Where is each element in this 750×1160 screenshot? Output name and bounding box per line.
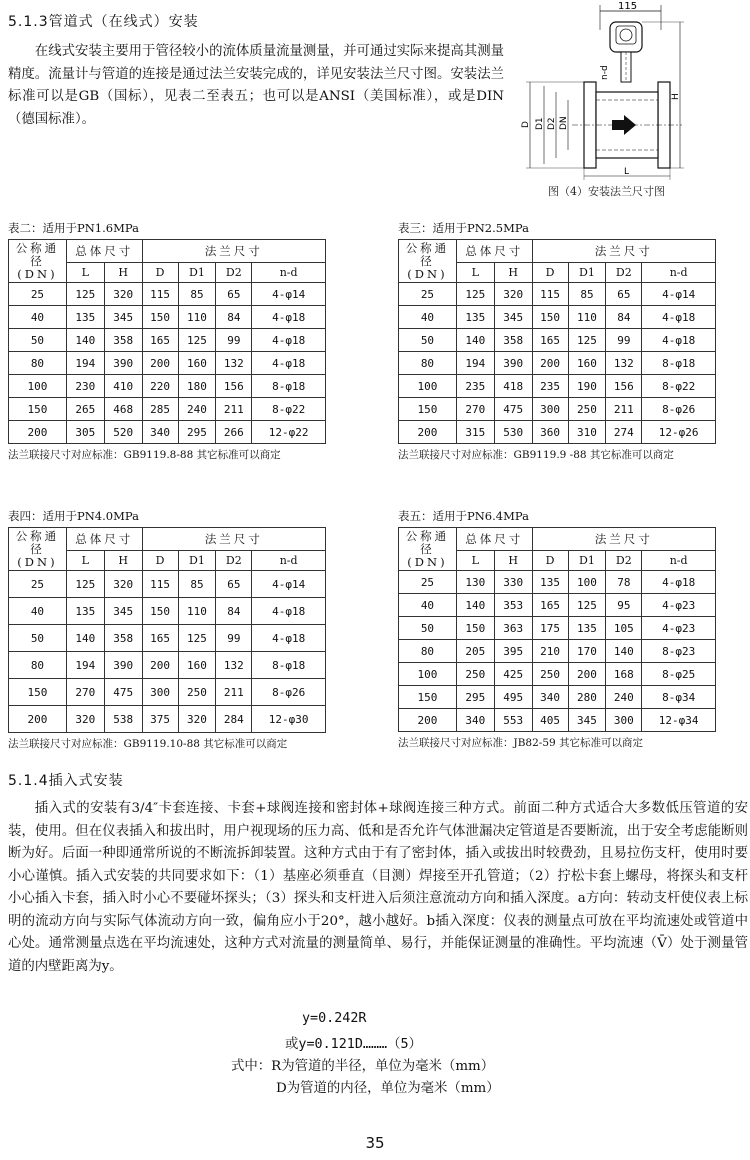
header-overall: 总体尺寸 [456, 528, 532, 551]
col-n-d: n-d [252, 551, 326, 571]
table-cell: 110 [178, 306, 216, 329]
table-cell: 4-φ18 [252, 625, 326, 652]
table-cell: 175 [532, 617, 568, 640]
col-H: H [494, 263, 532, 283]
col-H: H [104, 551, 142, 571]
table-cell: 220 [142, 375, 178, 398]
table-cell: 211 [216, 679, 252, 706]
table-cell: 65 [606, 283, 642, 306]
flange-table [8, 527, 326, 733]
header-overall: 总体尺寸 [456, 240, 532, 263]
table-cell: 65 [216, 283, 252, 306]
table-cell: 320 [104, 571, 142, 598]
header-flange: 法兰尺寸 [532, 240, 715, 263]
col-D: D [142, 551, 178, 571]
table-cell: 25 [9, 283, 67, 306]
table-cell: 50 [399, 329, 457, 352]
table-cell: 194 [66, 652, 104, 679]
formula-line-2: 或y=0.121D………（5） [285, 1037, 422, 1052]
label-L: L [624, 167, 630, 177]
table-row [399, 421, 716, 444]
table-cell: 160 [178, 352, 216, 375]
table-cell: 270 [456, 398, 494, 421]
table-cell: 4-φ18 [252, 306, 326, 329]
col-L: L [66, 263, 104, 283]
table-cell: 358 [104, 625, 142, 652]
table-title: 表二：适用于PN1.6MPa [8, 221, 139, 235]
table-cell: 340 [532, 686, 568, 709]
table-cell: 4-φ18 [252, 329, 326, 352]
table-cell: 40 [399, 594, 457, 617]
table-cell: 115 [142, 571, 178, 598]
section-paragraph-5-1-3: 在线式安装主要用于管径较小的流体质量流量测量，并可通过实际来提高其测量精度。流量计与管道的连接是通过法兰安装完成的，详见安装法兰尺寸图。安装法兰标准可以是GB（国标），见表二至表五；也可以是ANSI（美国标准），或是DIN（德国标准）。 [8, 44, 504, 127]
header-overall: 总体尺寸 [66, 528, 142, 551]
table-cell: 375 [142, 706, 178, 733]
table-cell: 115 [142, 283, 178, 306]
header-flange: 法兰尺寸 [532, 528, 715, 551]
table-row [399, 306, 716, 329]
flange-table [398, 527, 716, 732]
table-cell: 165 [532, 329, 568, 352]
table-cell: 12-φ26 [642, 421, 716, 444]
table-cell: 250 [456, 663, 494, 686]
table-cell: 530 [494, 421, 532, 444]
table-cell: 25 [399, 571, 457, 594]
table-row [9, 571, 326, 598]
table-cell: 84 [216, 598, 252, 625]
col-L: L [66, 551, 104, 571]
table-cell: 553 [494, 709, 532, 732]
table-cell: 4-φ18 [642, 571, 716, 594]
table-row [9, 306, 326, 329]
table-cell: 100 [399, 375, 457, 398]
table-cell: 12-φ22 [252, 421, 326, 444]
label-D2: D2 [547, 117, 557, 130]
col-H: H [104, 263, 142, 283]
table-row [9, 398, 326, 421]
table-row [399, 594, 716, 617]
table-cell: 165 [142, 625, 178, 652]
header-dn: 公称通径 (DN) [399, 240, 457, 283]
table-cell: 235 [532, 375, 568, 398]
table-cell: 40 [9, 598, 67, 625]
table-cell: 266 [216, 421, 252, 444]
table-cell: 8-φ26 [252, 679, 326, 706]
table-cell: 410 [104, 375, 142, 398]
table-cell: 150 [399, 686, 457, 709]
table-cell: 4-φ18 [252, 598, 326, 625]
table-cell: 100 [399, 663, 457, 686]
table-cell: 8-φ26 [642, 398, 716, 421]
table-cell: 80 [9, 652, 67, 679]
table-row [399, 640, 716, 663]
table-cell: 65 [216, 571, 252, 598]
table-cell: 156 [216, 375, 252, 398]
table-cell: 130 [456, 571, 494, 594]
table-cell: 150 [532, 306, 568, 329]
col-D1: D1 [178, 551, 216, 571]
table-cell: 250 [568, 398, 606, 421]
table-row [399, 663, 716, 686]
col-D: D [142, 263, 178, 283]
table-cell: 168 [606, 663, 642, 686]
table-cell: 353 [494, 594, 532, 617]
table-cell: 125 [568, 329, 606, 352]
table-cell: 4-φ14 [642, 283, 716, 306]
header-dn: 公称通径 (DN) [9, 528, 67, 571]
table-cell: 300 [606, 709, 642, 732]
table-cell: 105 [606, 617, 642, 640]
table-cell: 100 [9, 375, 67, 398]
header-overall: 总体尺寸 [66, 240, 142, 263]
table-row [399, 329, 716, 352]
table-cell: 315 [456, 421, 494, 444]
table-cell: 156 [606, 375, 642, 398]
table-cell: 85 [178, 283, 216, 306]
table-cell: 395 [494, 640, 532, 663]
table-cell: 250 [178, 679, 216, 706]
table-cell: 320 [66, 706, 104, 733]
table-cell: 140 [456, 594, 494, 617]
table-cell: 125 [66, 283, 104, 306]
table-cell: 4-φ14 [252, 283, 326, 306]
table-cell: 99 [606, 329, 642, 352]
table-cell: 190 [568, 375, 606, 398]
table-cell: 390 [104, 352, 142, 375]
table-cell: 320 [494, 283, 532, 306]
table-cell: 274 [606, 421, 642, 444]
formula-line-4: D为管道的内径，单位为毫米（mm） [276, 1081, 500, 1096]
table-cell: 135 [568, 617, 606, 640]
label-D1: D1 [535, 117, 545, 130]
table-cell: 200 [532, 352, 568, 375]
table-cell: 12-φ30 [252, 706, 326, 733]
table-cell: 80 [399, 352, 457, 375]
table-cell: 310 [568, 421, 606, 444]
table-row [9, 329, 326, 352]
table-cell: 150 [399, 398, 457, 421]
table-cell: 50 [9, 329, 67, 352]
table-cell: 320 [178, 706, 216, 733]
table-cell: 80 [9, 352, 67, 375]
table-cell: 12-φ34 [642, 709, 716, 732]
table-cell: 358 [494, 329, 532, 352]
table-cell: 4-φ18 [252, 352, 326, 375]
table-cell: 25 [9, 571, 67, 598]
table-cell: 135 [532, 571, 568, 594]
table-cell: 140 [456, 329, 494, 352]
header-dn: 公称通径 (DN) [9, 240, 67, 283]
flange-dimension-figure [512, 0, 732, 200]
table-cell: 4-φ18 [642, 306, 716, 329]
table-title: 表五：适用于PN6.4MPa [398, 509, 529, 523]
figure-caption: 图（4）安装法兰尺寸图 [548, 185, 665, 198]
table-cell: 240 [178, 398, 216, 421]
table-cell: 305 [66, 421, 104, 444]
table-cell: 110 [568, 306, 606, 329]
table-cell: 4-φ14 [252, 571, 326, 598]
table-cell: 50 [9, 625, 67, 652]
table-cell: 200 [399, 709, 457, 732]
header-flange: 法兰尺寸 [142, 240, 325, 263]
table-row [399, 398, 716, 421]
table-cell: 363 [494, 617, 532, 640]
table-row [399, 352, 716, 375]
section-heading-5-1-4: 5.1.4插入式安装 [8, 773, 124, 789]
header-flange: 法兰尺寸 [142, 528, 325, 551]
table-cell: 418 [494, 375, 532, 398]
table-cell: 115 [532, 283, 568, 306]
flange-table [398, 239, 716, 444]
table-row [399, 686, 716, 709]
col-L: L [456, 551, 494, 571]
table-cell: 284 [216, 706, 252, 733]
table-cell: 150 [9, 398, 67, 421]
table-cell: 25 [399, 283, 457, 306]
col-n-d: n-d [642, 551, 716, 571]
table-cell: 140 [66, 329, 104, 352]
table-row [399, 571, 716, 594]
table-cell: 520 [104, 421, 142, 444]
formula-line-1: y=0.242R [302, 1011, 367, 1026]
col-D1: D1 [568, 551, 606, 571]
table-cell: 150 [142, 306, 178, 329]
flange-table-2 [8, 221, 326, 462]
table-row [9, 421, 326, 444]
table-cell: 125 [66, 571, 104, 598]
table-cell: 538 [104, 706, 142, 733]
table-cell: 4-φ23 [642, 617, 716, 640]
col-D1: D1 [568, 263, 606, 283]
table-cell: 345 [104, 306, 142, 329]
table-cell: 8-φ23 [642, 640, 716, 663]
table-cell: 425 [494, 663, 532, 686]
table-cell: 345 [568, 709, 606, 732]
table-cell: 358 [104, 329, 142, 352]
table-cell: 125 [456, 283, 494, 306]
table-cell: 170 [568, 640, 606, 663]
table-cell: 495 [494, 686, 532, 709]
table-cell: 285 [142, 398, 178, 421]
table-row [9, 652, 326, 679]
table-cell: 132 [216, 652, 252, 679]
table-cell: 135 [66, 306, 104, 329]
table-cell: 85 [568, 283, 606, 306]
label-D: D [521, 121, 531, 128]
table-cell: 135 [456, 306, 494, 329]
table-cell: 160 [568, 352, 606, 375]
table-cell: 125 [568, 594, 606, 617]
table-note: 法兰联接尺寸对应标准：GB9119.10-88 其它标准可以商定 [8, 738, 288, 750]
table-cell: 211 [606, 398, 642, 421]
table-cell: 8-φ22 [642, 375, 716, 398]
table-cell: 345 [494, 306, 532, 329]
label-H: H [671, 93, 681, 100]
table-cell: 475 [494, 398, 532, 421]
table-cell: 180 [178, 375, 216, 398]
table-cell: 200 [142, 352, 178, 375]
table-cell: 8-φ18 [642, 352, 716, 375]
table-note: 法兰联接尺寸对应标准：GB9119.9 -88 其它标准可以商定 [398, 449, 674, 461]
table-cell: 140 [606, 640, 642, 663]
table-cell: 150 [142, 598, 178, 625]
col-L: L [456, 263, 494, 283]
table-cell: 110 [178, 598, 216, 625]
col-D2: D2 [606, 551, 642, 571]
table-cell: 200 [9, 706, 67, 733]
table-note: 法兰联接尺寸对应标准：GB9119.8-88 其它标准可以商定 [8, 449, 281, 461]
table-cell: 360 [532, 421, 568, 444]
table-cell: 295 [456, 686, 494, 709]
table-cell: 80 [399, 640, 457, 663]
table-note: 法兰联接尺寸对应标准：JB82-59 其它标准可以商定 [398, 737, 644, 749]
table-cell: 132 [606, 352, 642, 375]
table-cell: 85 [178, 571, 216, 598]
table-row [9, 679, 326, 706]
col-H: H [494, 551, 532, 571]
table-row [399, 375, 716, 398]
flange-table-3 [398, 221, 716, 462]
table-cell: 4-φ23 [642, 594, 716, 617]
table-cell: 320 [104, 283, 142, 306]
table-cell: 150 [9, 679, 67, 706]
table-cell: 200 [399, 421, 457, 444]
table-cell: 125 [178, 625, 216, 652]
table-cell: 405 [532, 709, 568, 732]
table-cell: 200 [9, 421, 67, 444]
table-title: 表四：适用于PN4.0MPa [8, 509, 139, 523]
table-cell: 340 [456, 709, 494, 732]
table-cell: 165 [142, 329, 178, 352]
table-cell: 300 [142, 679, 178, 706]
table-cell: 50 [399, 617, 457, 640]
table-cell: 150 [456, 617, 494, 640]
col-D2: D2 [216, 551, 252, 571]
table-row [399, 617, 716, 640]
col-D: D [532, 263, 568, 283]
table-cell: 40 [399, 306, 457, 329]
table-row [9, 375, 326, 398]
table-cell: 205 [456, 640, 494, 663]
table-cell: 8-φ34 [642, 686, 716, 709]
table-cell: 345 [104, 598, 142, 625]
table-cell: 240 [606, 686, 642, 709]
page-number: 35 [365, 1134, 385, 1152]
table-cell: 390 [494, 352, 532, 375]
table-row [399, 709, 716, 732]
table-cell: 235 [456, 375, 494, 398]
table-cell: 270 [66, 679, 104, 706]
table-cell: 200 [568, 663, 606, 686]
table-cell: 250 [532, 663, 568, 686]
table-cell: 78 [606, 571, 642, 594]
formula-line-3: 式中：R为管道的半径，单位为毫米（mm） [231, 1059, 495, 1074]
table-cell: 4-φ18 [642, 329, 716, 352]
col-D1: D1 [178, 263, 216, 283]
table-cell: 230 [66, 375, 104, 398]
table-cell: 95 [606, 594, 642, 617]
table-cell: 135 [66, 598, 104, 625]
table-cell: 84 [216, 306, 252, 329]
flange-table-5 [398, 509, 716, 750]
table-cell: 8-φ18 [252, 652, 326, 679]
flange-table-4 [8, 509, 326, 751]
table-cell: 295 [178, 421, 216, 444]
table-cell: 211 [216, 398, 252, 421]
table-cell: 8-φ18 [252, 375, 326, 398]
table-row [9, 706, 326, 733]
table-cell: 300 [532, 398, 568, 421]
table-row [9, 598, 326, 625]
table-cell: 140 [66, 625, 104, 652]
table-cell: 165 [532, 594, 568, 617]
col-D2: D2 [216, 263, 252, 283]
table-cell: 99 [216, 625, 252, 652]
table-cell: 132 [216, 352, 252, 375]
table-cell: 340 [142, 421, 178, 444]
label-DN: DN [559, 116, 569, 130]
table-cell: 475 [104, 679, 142, 706]
table-cell: 330 [494, 571, 532, 594]
table-cell: 194 [66, 352, 104, 375]
flange-table [8, 239, 326, 444]
table-cell: 200 [142, 652, 178, 679]
table-title: 表三：适用于PN2.5MPa [398, 221, 529, 235]
table-cell: 40 [9, 306, 67, 329]
col-n-d: n-d [252, 263, 326, 283]
table-row [9, 352, 326, 375]
table-cell: 390 [104, 652, 142, 679]
table-cell: 125 [178, 329, 216, 352]
col-n-d: n-d [642, 263, 716, 283]
section-paragraph-5-1-4: 插入式的安装有3/4″卡套连接、卡套+球阀连接和密封体+球阀连接三种方式。前面二种方式适合大多数低压管道的安装，使用。但在仪表插入和拔出时，用户视现场的压力高、低和是否允许气体泄漏决定管道是否要断流，出于安全考虑能断则断为好。后面一种即通常所说的不断流拆卸装置。这种方式由于有了密封体，插入或拔出时较费劲，且易拉伤支杆，使用时要小心谨慎。插入式安装的共同要求如下：（1）基座必须垂直（目测）焊接至开孔管道；（2）拧松卡套上螺母，将探头和支杆小心插入卡套，插入时小心不要碰坏探头；（3）探头和支杆进入后须注意流动方向和插入深度。a方向：转动支杆使仪表上标明的流动方向与实际气体流动方向一致，偏角应小于20°，越小越好。b插入深度：仪表的测量点可放在平均流速处或管道中心处。通常测量点选在平均流速处，这种方式对流量的测量简单、易行，并能保证测量的准确性。平均流速（V̄）处于测量管道的内壁距离为y。 [8, 801, 748, 974]
col-D2: D2 [606, 263, 642, 283]
dim-115-label: 115 [618, 1, 638, 12]
table-row [9, 283, 326, 306]
table-row [399, 283, 716, 306]
table-cell: 210 [532, 640, 568, 663]
table-cell: 468 [104, 398, 142, 421]
label-n-d: n-d [600, 65, 610, 80]
table-cell: 99 [216, 329, 252, 352]
table-cell: 84 [606, 306, 642, 329]
table-cell: 280 [568, 686, 606, 709]
table-cell: 194 [456, 352, 494, 375]
table-cell: 8-φ25 [642, 663, 716, 686]
table-cell: 100 [568, 571, 606, 594]
table-cell: 265 [66, 398, 104, 421]
section-heading-5-1-3: 5.1.3管道式（在线式）安装 [8, 14, 199, 30]
table-cell: 160 [178, 652, 216, 679]
table-cell: 8-φ22 [252, 398, 326, 421]
table-row [9, 625, 326, 652]
col-D: D [532, 551, 568, 571]
header-dn: 公称通径 (DN) [399, 528, 457, 571]
